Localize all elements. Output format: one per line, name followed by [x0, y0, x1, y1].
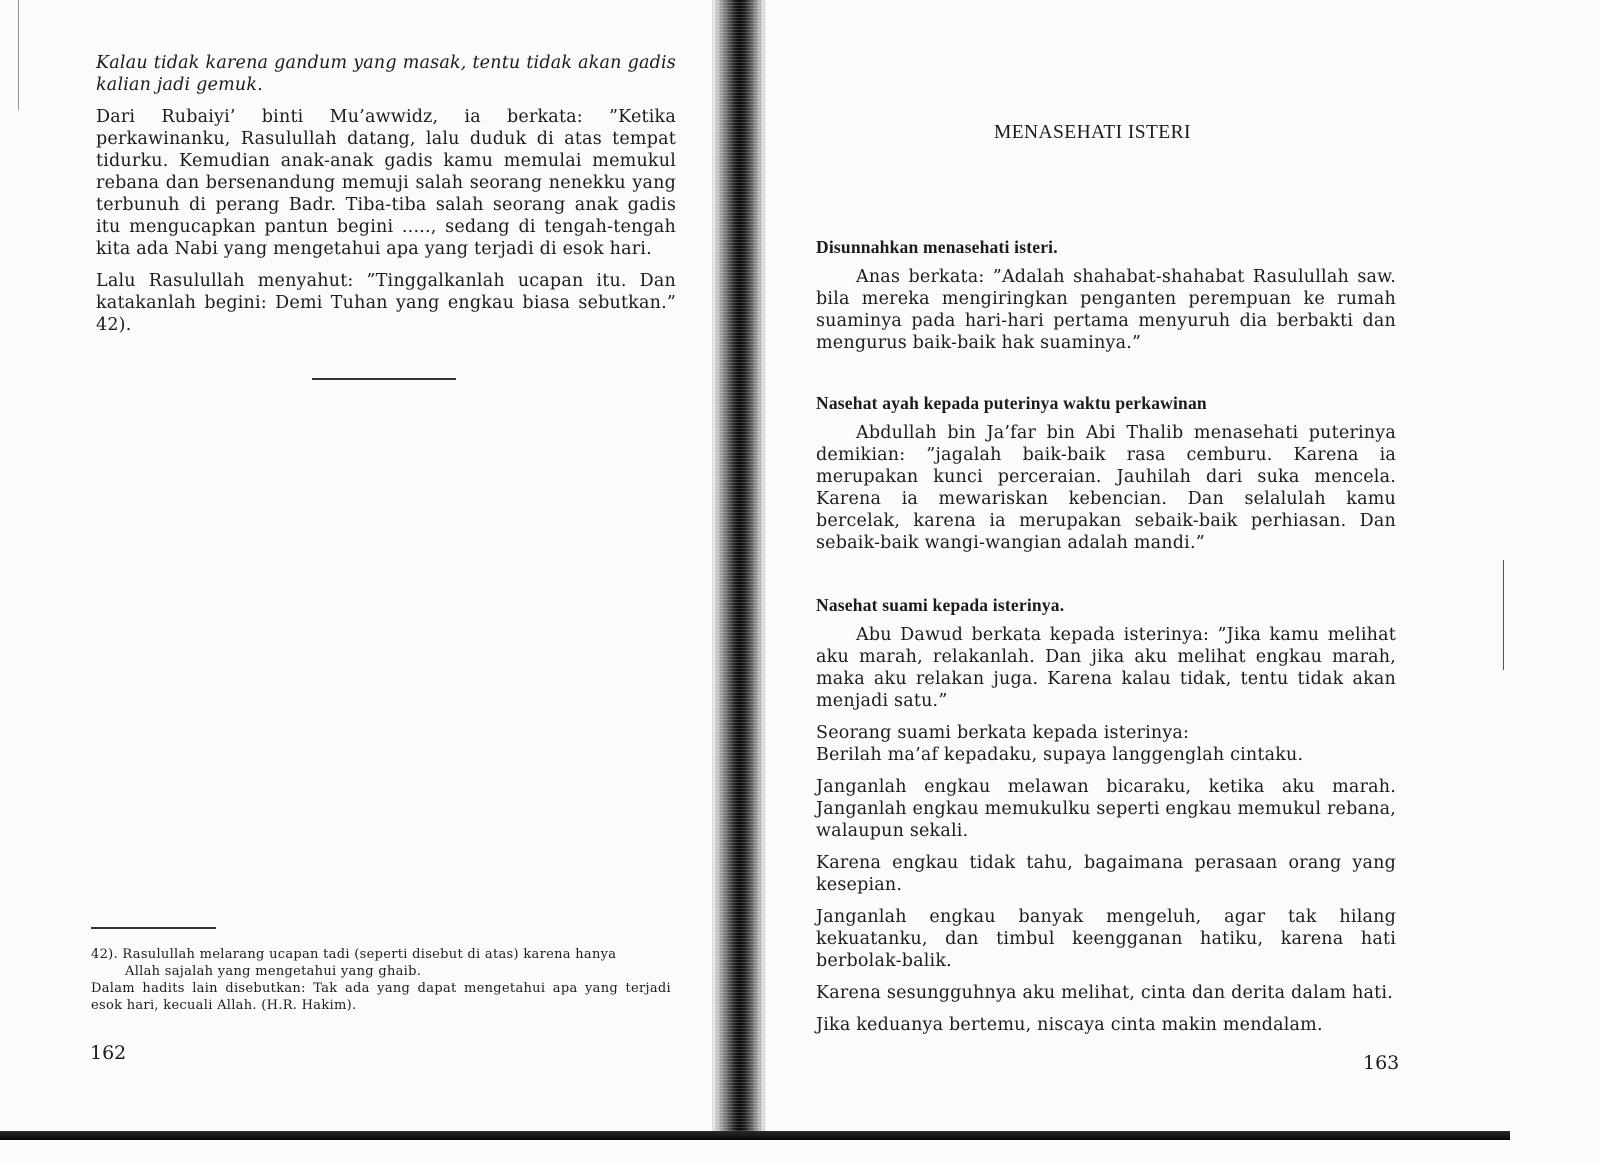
page-number-right: 163	[1363, 1052, 1400, 1074]
poem-line: Janganlah engkau banyak mengeluh, agar tak hilang kekuatanku, dan timbul keengganan hatiku, karena hati berbolak-balik.	[816, 907, 1396, 971]
poem-line: Berilah ma’af kepadaku, supaya langgenglah cintaku.	[816, 745, 1304, 765]
paragraph: Abdullah bin Ja’far bin Abi Thalib menasehati puterinya demikian: ”jagalah baik-baik rasa cemburu. Karena ia merupakan kunci perceraian. Jauhilah dari suka mencela. Karena ia mewariskan kebencian. Dan selalulah kamu bercelak, karena ia merupakan sebaik-baik perhiasan. Dan sebaik-baik wangi-wangian adalah mandi.”	[816, 423, 1396, 553]
section-divider	[312, 378, 456, 380]
poem-line: Janganlah engkau melawan bicaraku, ketika aku marah. Janganlah engkau memukulku seperti engkau memukul rebana, walaupun sekali.	[816, 777, 1396, 841]
poem-line: Karena engkau tidak tahu, bagaimana perasaan orang yang kesepian.	[816, 853, 1396, 895]
footnote-line: Dalam hadits lain disebutkan: Tak ada yang dapat mengetahui apa yang terjadi esok hari, kecuali Allah. (H.R. Hakim).	[91, 981, 671, 1013]
paragraph: Dari Rubaiyi’ binti Mu’awwidz, ia berkata: ”Ketika perkawinanku, Rasulullah datang, lalu duduk di atas tempat tidurku. Kemudian anak-anak gadis kamu memulai memukul rebana dan bersenandung memuji salah seorang nenekku yang terbunuh di perang Badr. Tiba-tiba salah seorang anak gadis itu mengucapkan pantun begini ....., sedang di tengah-tengah kita ada Nabi yang mengetahui apa yang terjadi di esok hari.	[96, 107, 676, 259]
footnote-line: Allah sajalah yang mengetahui yang ghaib.	[125, 964, 422, 979]
section-heading: Nasehat ayah kepada puterinya waktu perkawinan	[816, 393, 1207, 413]
book-gutter	[712, 0, 766, 1140]
verse-text: Kalau tidak karena gandum yang masak, tentu tidak akan gadis kalian jadi gemuk.	[96, 53, 676, 95]
left-page	[0, 0, 712, 1140]
footnote-divider	[91, 927, 216, 929]
scan-bottom-edge	[0, 1131, 1510, 1140]
page-number-left: 162	[90, 1042, 127, 1064]
poem-line: Karena sesungguhnya aku melihat, cinta dan derita dalam hati.	[816, 983, 1393, 1003]
paragraph: Lalu Rasulullah menyahut: ”Tinggalkanlah ucapan itu. Dan katakanlah begini: Demi Tuhan yang engkau biasa sebutkan.” 42).	[96, 271, 676, 335]
chapter-title: MENASEHATI ISTERI	[994, 122, 1191, 143]
paragraph: Anas berkata: ”Adalah shahabat-shahabat Rasulullah saw. bila mereka mengiringkan penganten perempuan ke rumah suaminya pada hari-hari pertama menyuruh dia berbakti dan mengurus baik-baik hak suaminya.”	[816, 267, 1396, 353]
scan-edge-line	[1503, 560, 1504, 670]
poem-line: Jika keduanya bertemu, niscaya cinta makin mendalam.	[816, 1015, 1323, 1035]
footnote-line: 42). Rasulullah melarang ucapan tadi (seperti disebut di atas) karena hanya	[91, 947, 617, 962]
left-page-body	[96, 52, 676, 346]
section-heading: Disunnahkan menasehati isteri.	[816, 237, 1058, 257]
section	[816, 594, 1396, 1046]
section	[816, 236, 1396, 354]
section-heading: Nasehat suami kepada isterinya.	[816, 595, 1065, 615]
scan-edge-line	[18, 0, 19, 110]
section	[816, 392, 1396, 554]
paragraph: Abu Dawud berkata kepada isterinya: ”Jika kamu melihat aku marah, relakanlah. Dan jika aku melihat engkau marah, maka aku relakan juga. Karena kalau tidak, tentu tidak akan menjadi satu.”	[816, 625, 1396, 711]
footnote	[91, 946, 671, 1014]
poem-intro: Seorang suami berkata kepada isterinya:	[816, 723, 1190, 743]
